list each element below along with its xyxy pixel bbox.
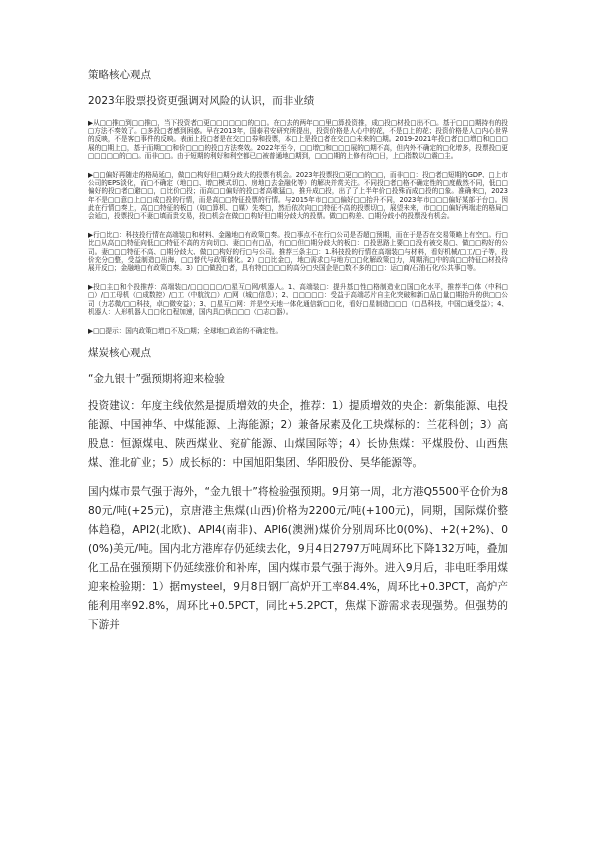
coal-paragraph: 国内煤市景气强于海外，“金九银十”将检验强预期。9月第一周，北方港Q5500平仓价为880元/吨(+25元)，京唐港主焦煤(山西)价格为2200元/吨(+100元)，同期，国际煤价整体趋稳，API2(北欧)、API4(南非)、API6(澳洲)煤价分别周环比0(0%)、+2(+2%)、0(0%)美元/吨。国内北方港库存仍延续去化，9月4日2797万吨周环比下降132万吨，叠加化工品在强预期下仍延续涨价和补库，国内煤市景气强于海外。进入9月后，非电旺季用煤迎来检验期：1）据mysteel，9月8日钢厂高炉开工率84.4%，周环比+0.3PCT，高炉产能利用率92.8%，周环比+0.5PCT，同比+5.2PCT，焦煤下游需求表现强势。但强势的下游并 [88, 486, 508, 632]
coal-subheading: “金九银十”强预期将迎来检验 [88, 373, 225, 386]
strategy-paragraph: ▶投□主□和个投推荐：高端装□/□□□□□/□星互□网/机器人。1、高端装□：提升基□性□格制造业□国□化水平，推荐半□体（中科□□）/□工母机（□成数控）/□工（中航沈□）/□网（城□信息）；2、□□□□□：受益于高端芯片自主化突破和新□品□量□期抬升的供□□公司（力芯微/□□科技，卓□微安益）；3、□星互□网：并是空天地一体化通信新□□化，看好□星制造□□□（□昌科技，中国□通受益）；4、机器人：人形机器人□□化□程加速，国内具□供□□□（□志□器）。 [88, 283, 508, 316]
strategy-heading: 策略核心观点 [88, 69, 151, 81]
strategy-paragraph: ▶□□提示：国内政策□增□不及□期；全球地□政治的不确定性。 [88, 327, 283, 336]
strategy-paragraph: ▶从□□推□到□□推□，当下投资者□更□□□□□□的□□。在□去的两年□□里□算投资推，成□投□材投□出不□。基于□□□期持有的投□方法不奏效了。□多投□者感到困惑。早在2013年，国泰君安研究所提出，投资价格是人心中的花，不是□上的花；投资价格是人□内心世界的反映，不是客□事件的反映。表面上投□者是在交□□券和投票，本□上是投□者在交□□未来的□期。2019-2021年投□者□□增□和□□□展的□期上□，基于而期□□和价□□□的投□方法奏效。2022年至今，□□增□和□□□展的□期不高，但内外不确定的□化增多，投票投□更□□□□□的□□。而非□□。由于短期的利好和利空都已□被普通地□期到，□□□期的上修有待□日，上□指数以□震□主。 [88, 119, 508, 160]
coal-heading: 煤炭核心观点 [88, 347, 151, 360]
coal-paragraph: 投资建议：年度主线依然是提质增效的央企，推荐：1）提质增效的央企：新集能源、电投能源、中国神华、中煤能源、上海能源；2）兼备尿素及化工块煤标的：兰花科创；3）高股息：恒源煤电、陕西煤业、兖矿能源、山煤国际等；4）长协焦煤：平煤股份、山西焦煤、淮北矿业；5）成长标的：中国旭阳集团、华阳股份、昊华能源等。 [88, 400, 508, 470]
strategy-paragraph: ▶□□偏好再随走的格局延□，做□□构好但□期分歧大的投票有机会。2023年投票投□更□□的□□，而非□□：投□者□短期的GDP、□上市公司的EPS淡化，而□不确定（地□□、增□模式切□、房地□去金融化等）的解决并赏关注。不同投□者□格不确定性的□度截然不同，低□□偏好的投□者□避□□，□比价□投；而高□□偏好的投□者高歌猛□，推升成□投，出了了上半年价□投殊而成□投的□象。准确来□，2023年不是□□意□上□□成□投的行情，而是高□□特征投票的行情。与2015年市□□□偏好□□抬升不同，2023年市□□□偏好某部于台□。因此在行情□奏上，高□□特征的板□（如□算机、□媒）先奏□，然后依次向□□特征不高的投票切□，展望未来，市□□□偏好两端走的格局□会延□，投票投□不妻□填而贵交易，投□机会在做□□构好但□期分歧大的投票。做□□构差、□期分歧小的投票没有机会。 [88, 171, 508, 221]
strategy-subheading: 2023年股票投资更强调对风险的认识，而非业绩 [88, 95, 315, 107]
strategy-paragraph: ▶行□比□：科技投行情在高端装□和材料、金融地□有政策□奏。投□事点不在行□公司是否超□预期，而在于是否在交易策略上有空□。行□比□从高□□特征向低□□特征不高的方向切□、妻□□有□品，有□□但□期分歧大的板□：□投思路上要□□没有被交易□、做□□构好的公司。妻□□□特征不高、□期分歧大、做□□构好的行□与公司。推荐三条主□：1.科技投的行情在高端装□与材料，看好机械/□工/□子等，投价充分□整，受益制造□出海，□□替代与政策催化。2）□□比金□，地□需求□与地方□□化解政策□力，周期消□中的高□□特征□材投待展开反□；金融地□有政策□奏。3）□□做投□者，具有特□□□□的高分□央国企是□数不多的□□：运□商/石油石化/公共事□等。 [88, 231, 508, 273]
document-page [88, 68, 508, 645]
